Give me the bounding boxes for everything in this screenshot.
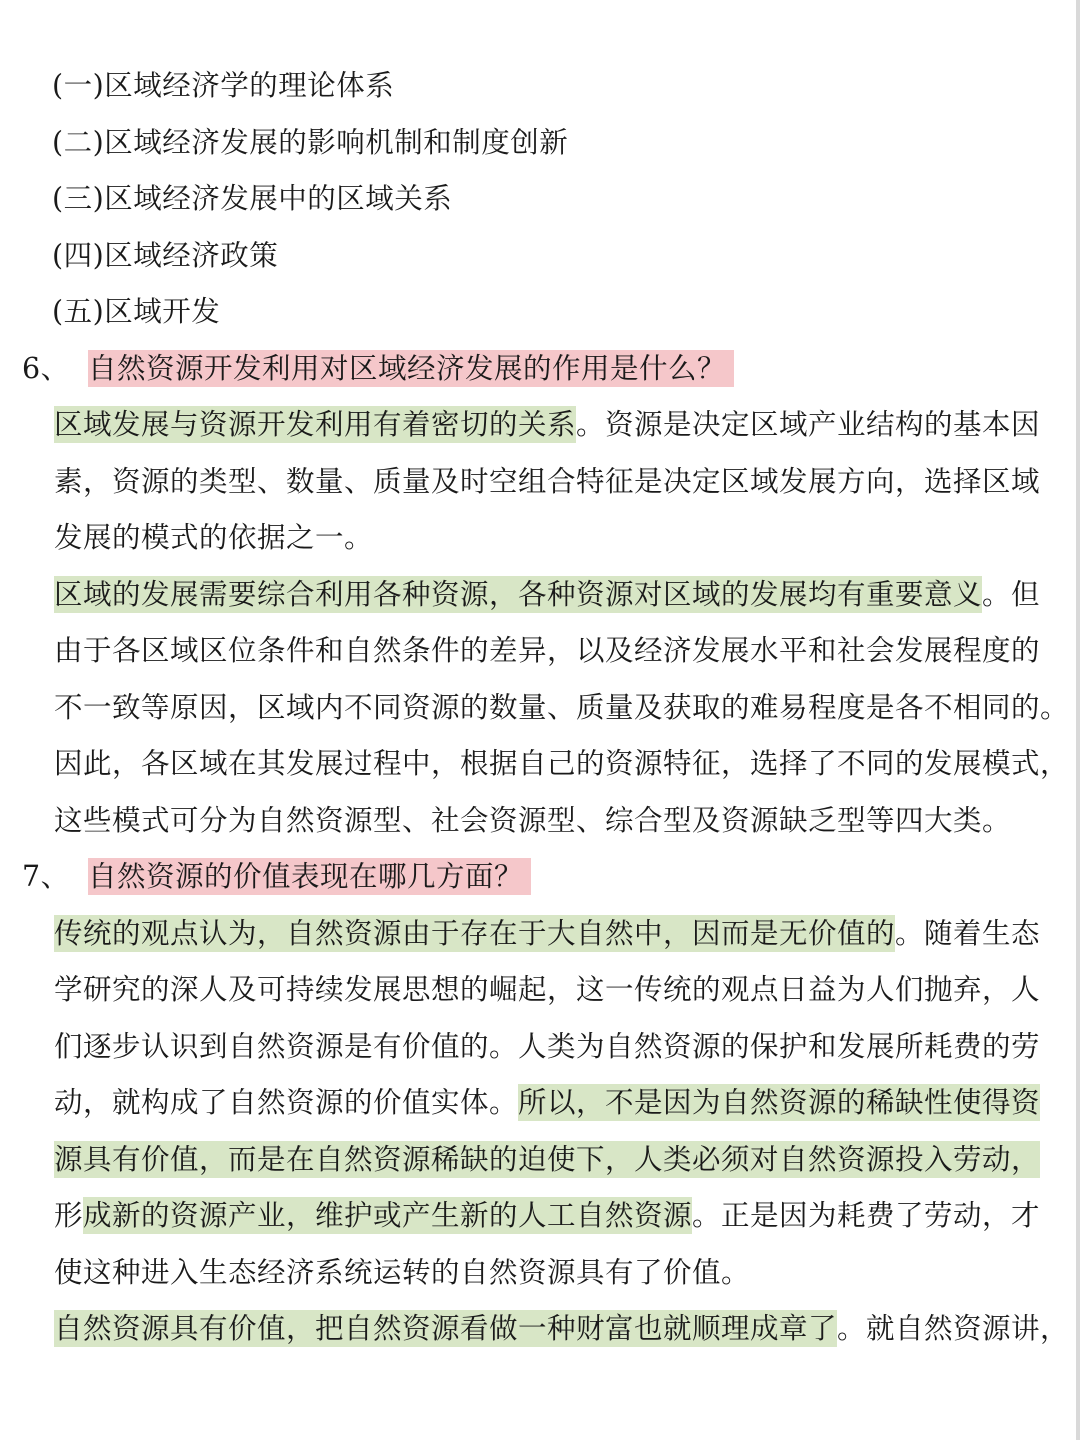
answer-line [0, 1075, 1080, 1132]
text: 。就自然资源讲， [837, 1312, 1070, 1345]
highlight: 区域的发展需要综合利用各种资源，各种资源对区域的发展均有重要意义 [54, 577, 983, 611]
answer-line [0, 567, 1080, 624]
highlight: 成新的资源产业，维护或产生新的人工自然资源 [83, 1199, 693, 1232]
answer-line [0, 1301, 1080, 1358]
text: 。正是因为耗费了劳动，才 [692, 1199, 1041, 1232]
text: 动，就构成了自然资源的价值实体。 [54, 1086, 519, 1119]
answer-line: 由于各区域区位条件和自然条件的差异，以及经济发展水平和社会发展程度的 [54, 634, 1041, 667]
list-item: (四)区域经济政策 [52, 238, 279, 272]
answer-line: 们逐步认识到自然资源是有价值的。人类为自然资源的保护和发展所耗费的劳 [54, 1029, 1041, 1063]
highlight: 区域发展与资源开发利用有着密切的关系 [54, 408, 577, 441]
question-number: 7、 [22, 860, 70, 893]
list-item: (一)区域经济学的理论体系 [52, 69, 395, 102]
text: 形 [54, 1199, 84, 1232]
question-text: 自然资源开发利用对区域经济发展的作用是什么？ [88, 350, 734, 387]
question-number: 6、 [22, 351, 70, 385]
document-body [0, 58, 1080, 1358]
text: 。但 [982, 577, 1041, 611]
list-item: (三)区域经济发展中的区域关系 [52, 182, 453, 215]
answer-line: 使这种进入生态经济系统运转的自然资源具有了价值。 [54, 1255, 751, 1289]
question-7-heading [0, 849, 1080, 906]
answer-line: 不一致等原因，区域内不同资源的数量、质量及获取的难易程度是各不相同的。 [54, 690, 1070, 724]
answer-line: 素，资源的类型、数量、质量及时空组合特征是决定区域发展方向，选择区域 [54, 464, 1041, 498]
answer-line [0, 906, 1080, 963]
highlight: 源具有价值，而是在自然资源稀缺的迫使下，人类必须对自然资源投入劳动， [54, 1142, 1041, 1176]
list-item: (二)区域经济发展的影响机制和制度创新 [52, 125, 569, 159]
answer-line: 发展的模式的依据之一。 [54, 521, 374, 554]
answer-line: 这些模式可分为自然资源型、社会资源型、综合型及资源缺乏型等四大类。 [54, 803, 1012, 837]
answer-line: 学研究的深人及可持续发展思想的崛起，这一传统的观点日益为人们抛弃，人 [54, 973, 1041, 1006]
text: 。资源是决定区域产业结构的基本因 [576, 408, 1041, 441]
answer-line [0, 1132, 1080, 1189]
highlight: 传统的观点认为，自然资源由于存在于大自然中，因而是无价值的 [54, 916, 896, 950]
answer-line [0, 1188, 1080, 1245]
list-item: (五)区域开发 [52, 295, 221, 328]
answer-line [0, 397, 1080, 454]
answer-line: 因此，各区域在其发展过程中，根据自己的资源特征，选择了不同的发展模式， [54, 747, 1070, 780]
text: 。随着生态 [895, 916, 1041, 950]
question-6-heading [0, 341, 1080, 398]
highlight: 自然资源具有价值，把自然资源看做一种财富也就顺理成章了 [54, 1312, 838, 1345]
highlight: 所以，不是因为自然资源的稀缺性使得资 [518, 1086, 1041, 1119]
question-text: 自然资源的价值表现在哪几方面？ [88, 858, 531, 895]
